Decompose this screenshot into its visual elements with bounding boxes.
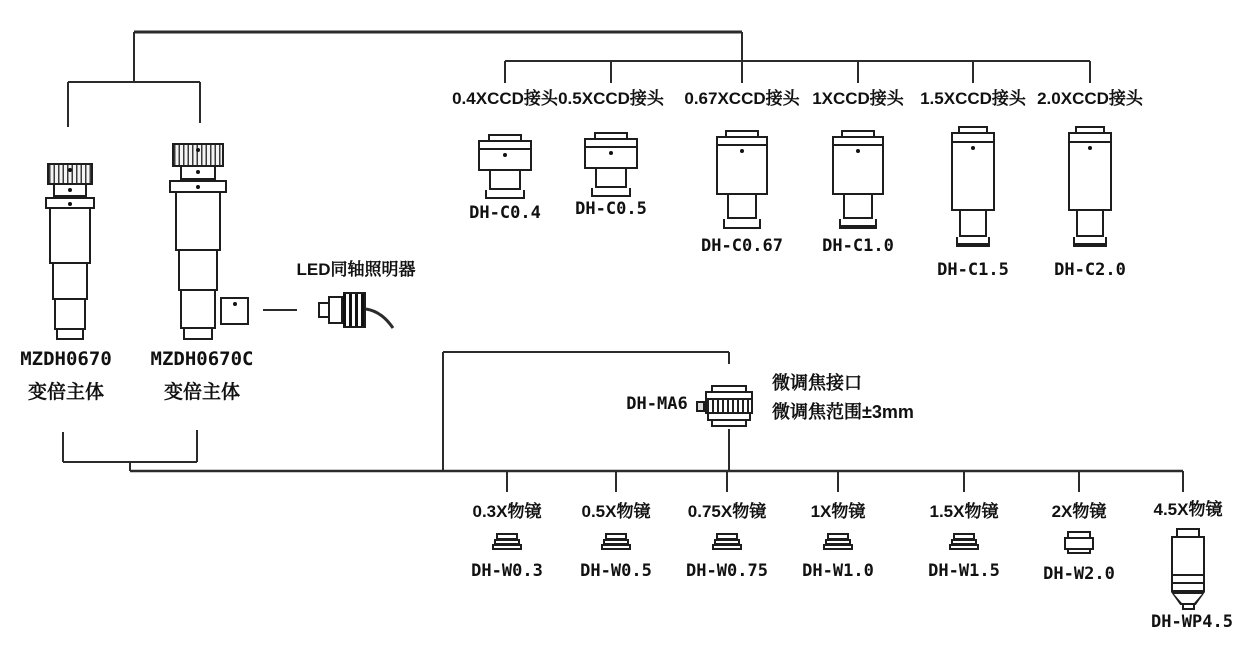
objective-model-0.75x: DH-W0.75: [686, 561, 768, 581]
objective-2x-illustration: [1064, 531, 1094, 554]
ccd-adapter-0.4x-illustration: [478, 134, 532, 199]
ccd-model-0.4x: DH-C0.4: [469, 203, 541, 223]
body1-label: 变倍主体: [27, 382, 105, 403]
ccd-adapter-1x-illustration: [832, 130, 884, 229]
objective-title-0.3x: 0.3X物镜: [472, 502, 542, 521]
zoom-body-mzdh0670c-illustration: [169, 143, 227, 340]
focus-adapter-model: DH-MA6: [626, 394, 688, 414]
objective-model-1x: DH-W1.0: [802, 561, 874, 581]
focus-adapter-note2: 微调焦范围±3mm: [772, 402, 914, 422]
objective-title-0.75x: 0.75X物镜: [687, 502, 767, 521]
objective-model-1.5x: DH-W1.5: [928, 561, 1000, 581]
focus-adapter-note1: 微调焦接口: [772, 373, 862, 393]
ccd-adapter-2.0x-illustration: [1068, 126, 1112, 247]
ccd-title-2.0x: 2.0XCCD接头: [1037, 89, 1143, 108]
objective-title-0.5x: 0.5X物镜: [581, 502, 651, 521]
ccd-model-0.67x: DH-C0.67: [701, 236, 783, 256]
led-illuminator-label: LED同轴照明器: [296, 260, 416, 279]
objective-model-0.5x: DH-W0.5: [580, 561, 652, 581]
objective-4.5x-illustration: [1171, 528, 1205, 610]
ccd-adapter-0.5x-illustration: [584, 132, 638, 197]
ccd-model-2.0x: DH-C2.0: [1054, 260, 1126, 280]
objective-1.5x-illustration: [949, 533, 979, 550]
ccd-title-0.4x: 0.4XCCD接头: [452, 89, 558, 108]
ccd-title-1.5x: 1.5XCCD接头: [920, 89, 1026, 108]
ccd-title-0.5x: 0.5XCCD接头: [558, 89, 664, 108]
led-illuminator-illustration: [318, 292, 366, 328]
objective-title-1x: 1X物镜: [810, 502, 866, 521]
ccd-title-0.67x: 0.67XCCD接头: [684, 89, 800, 108]
ccd-adapter-0.67x-illustration: [716, 130, 768, 229]
body2-label: 变倍主体: [163, 382, 241, 403]
ccd-model-1x: DH-C1.0: [822, 236, 894, 256]
objective-model-4.5x: DH-WP4.5: [1151, 612, 1233, 632]
objective-title-2x: 2X物镜: [1051, 502, 1107, 521]
objective-model-2x: DH-W2.0: [1043, 564, 1115, 584]
ccd-adapter-1.5x-illustration: [951, 126, 995, 247]
objective-title-4.5x: 4.5X物镜: [1153, 500, 1223, 519]
objective-0.3x-illustration: [492, 533, 522, 550]
objective-0.5x-illustration: [601, 533, 631, 550]
objective-title-1.5x: 1.5X物镜: [929, 502, 999, 521]
ccd-model-0.5x: DH-C0.5: [575, 199, 647, 219]
focus-adapter-illustration: [696, 385, 753, 427]
ccd-model-1.5x: DH-C1.5: [937, 260, 1009, 280]
side-port-illustration: [220, 297, 249, 325]
body1-model: MZDH0670: [20, 348, 112, 370]
zoom-body-mzdh0670-illustration: [45, 163, 95, 340]
objective-0.75x-illustration: [712, 533, 742, 550]
objective-1x-illustration: [823, 533, 853, 550]
ccd-title-1x: 1XCCD接头: [812, 89, 904, 108]
body2-model: MZDH0670C: [150, 348, 254, 370]
objective-model-0.3x: DH-W0.3: [471, 561, 543, 581]
